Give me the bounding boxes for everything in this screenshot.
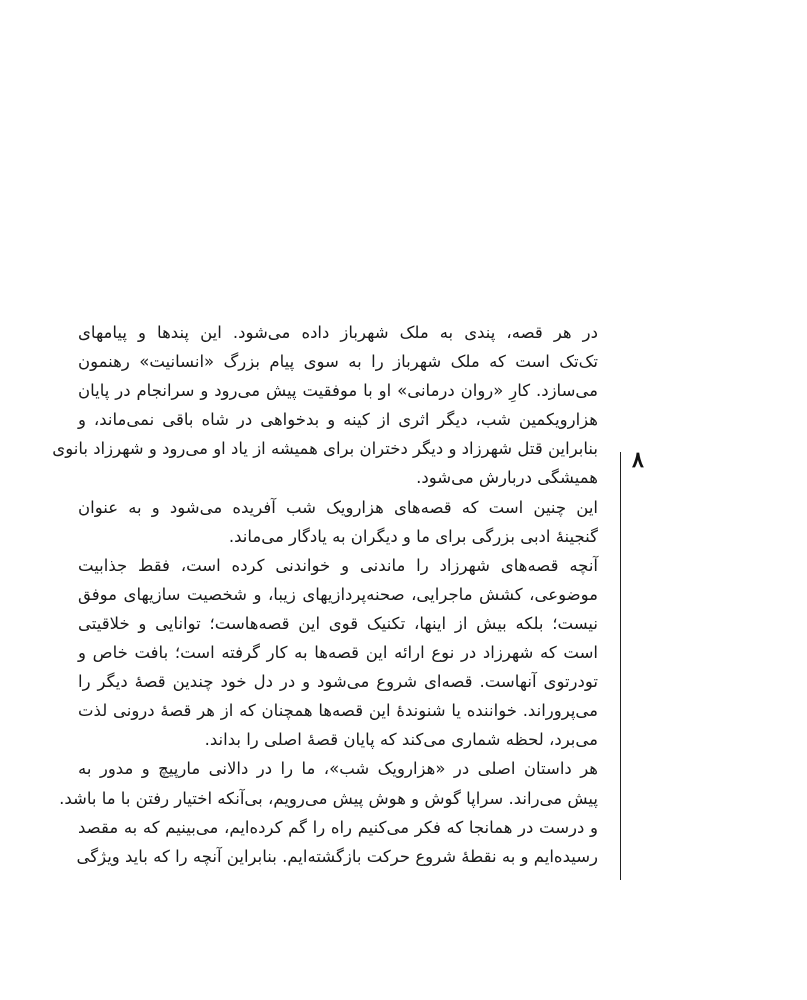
text-line: هر داستان اصلی در «هزارویک شب»، ما را در دالانی مارپیچ و مدور به [78, 759, 598, 779]
text-line: همیشگی دربارش می‌شود. [416, 468, 598, 488]
paragraph [78, 551, 598, 755]
text-line: نیست؛ بلکه بیش از اینها، تکنیک قوی این قصه‌هاست؛ توانایی و خلاقیتی [78, 613, 598, 633]
paragraph [52, 318, 598, 493]
text-line: رسیده‌ایم و به نقطهٔ شروع حرکت بازگشته‌ایم. بنابراین آنچه را که باید ویژگی [76, 846, 598, 866]
text-line: می‌پروراند. خواننده یا شنوندهٔ این قصه‌ها همچنان که از هر قصهٔ درونی لذت [78, 701, 598, 721]
text-line: است که شهرزاد در نوع ارائه این قصه‌ها به کار گرفته است؛ بافت خاص و [78, 643, 598, 663]
text-line: آنچه قصه‌های شهرزاد را ماندنی و خواندنی کرده است، فقط جذابیت [78, 555, 598, 575]
text-line: بنابراین قتل شهرزاد و دیگر دختران برای همیشه از یاد او می‌رود و شهرزاد بانوی [52, 439, 598, 459]
body-text [52, 318, 598, 871]
text-line: گنجینهٔ ادبی بزرگی برای ما و دیگران به یادگار می‌ماند. [228, 526, 598, 546]
text-line: و درست در همانجا که فکر می‌کنیم راه را گم کرده‌ایم، می‌بینیم که به مقصد [78, 817, 598, 837]
text-line: تک‌تک است که ملک شهرباز را به سوی پیام بزرگ «انسانیت» رهنمون [78, 352, 598, 372]
text-line: می‌برد، لحظه شماری می‌کند که پایان قصهٔ اصلی را بداند. [204, 730, 598, 750]
page-number: ۸ [632, 447, 644, 473]
text-line: هزارویکمین شب، دیگر اثری از کینه و بدخواهی در شاه باقی نمی‌ماند، و [78, 410, 598, 430]
text-line: موضوعی، کشش ماجرایی، صحنه‌پردازیهای زیبا، و شخصیت سازیهای موفق [78, 584, 598, 604]
text-line: پیش می‌راند. سراپا گوش و هوش پیش می‌رویم، بی‌آنکه اختیار رفتن با ما باشد. [59, 788, 598, 808]
text-line: تودرتوی آنهاست. قصه‌ای شروع می‌شود و در دل خود چندین قصهٔ دیگر را [78, 672, 598, 692]
paragraph [59, 754, 598, 870]
paragraph [78, 493, 598, 551]
text-line: می‌سازد. کارِ «روان درمانی» او با موفقیت پیش می‌رود و سرانجام در پایان [78, 381, 598, 401]
text-line: در هر قصه، پندی به ملک شهرباز داده می‌شود. این پندها و پیامهای [78, 323, 598, 342]
text-line: این چنین است که قصه‌های هزارویک شب آفریده می‌شود و به عنوان [78, 497, 598, 517]
margin-rule [620, 452, 621, 880]
